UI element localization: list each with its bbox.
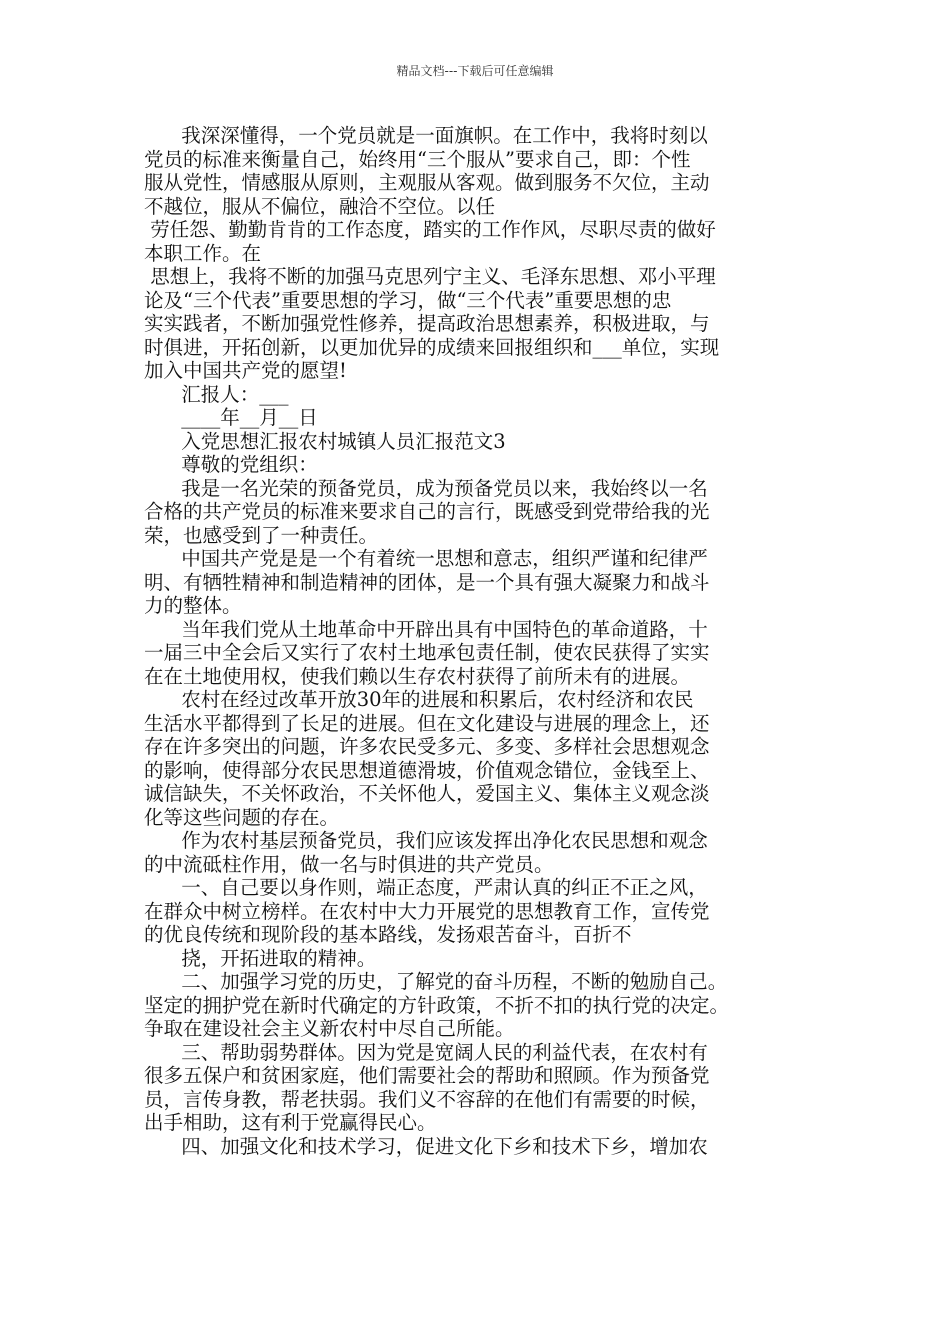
text-line: 出手相助，这有利于党赢得民心。 (144, 1111, 437, 1134)
text-line: 不越位，服从不偏位，融洽不空位。以任 (144, 194, 496, 218)
text-line: 存在许多突出的问题，许多农民受多元、多变、多样社会思想观念 (144, 735, 710, 758)
text-line: 三、帮助弱势群体。因为党是宽阔人民的利益代表，在农村有 (144, 1040, 708, 1064)
text-line: 荣，也感受到了一种责任。 (144, 523, 379, 547)
text-line: 中国共产党是是一个有着统一思想和意志，组织严谨和纪律严 (144, 547, 708, 570)
text-line: 思想上，我将不断的加强马克思列宁主义、毛泽东思想、邓小平理 (144, 265, 716, 288)
text-line: 合格的共产党员的标准来要求自己的言行，既感受到党带给我的光 (144, 500, 710, 523)
text-line: 农村在经过改革开放30年的进展和积累后，农村经济和农民 (144, 688, 694, 711)
text-line: 加入中国共产党的愿望! (144, 359, 347, 382)
text-line: 一届三中全会后又实行了农村土地承包责任制，使农民获得了实实 (144, 641, 710, 664)
text-line: 争取在建设社会主义新农村中尽自己所能。 (144, 1017, 515, 1040)
text-line: 本职工作。在 (144, 241, 262, 265)
text-line: 我深深懂得，一个党员就是一面旗帜。在工作中，我将时刻以 (144, 124, 708, 147)
text-line: 一、自己要以身作则，端正态度，严肃认真的纠正不正之风， (144, 876, 708, 899)
text-line: 四、加强文化和技术学习，促进文化下乡和技术下乡，增加农 (144, 1134, 708, 1158)
text-line: 党员的标准来衡量自己，始终用“三个服从”要求自己，即：个性 (144, 147, 691, 171)
page-header: 精品文档---下载后可任意编辑 (396, 64, 554, 78)
text-line: 明、有牺牲精神和制造精神的团体，是一个具有强大凝聚力和战斗 (144, 570, 710, 594)
text-line: 化等这些问题的存在。 (144, 805, 340, 829)
text-line: 劳任怨、勤勤肯肯的工作态度，踏实的工作作风，尽职尽责的做好 (144, 218, 716, 241)
text-line: 论及“三个代表”重要思想的学习，做“三个代表”重要思想的忠 (144, 288, 672, 312)
text-line: 挠，开拓进取的精神。 (144, 946, 377, 970)
text-line: 很多五保户和贫困家庭，他们需要社会的帮助和照顾。作为预备党 (144, 1064, 710, 1087)
text-line: 的影响，使得部分农民思想道德滑坡，价值观念错位，金钱至上、 (144, 758, 710, 782)
text-line: 服从党性，情感服从原则，主观服从客观。做到服务不欠位，主动 (144, 171, 710, 194)
text-line: 生活水平都得到了长足的进展。但在文化建设与进展的理念上，还 (144, 711, 710, 735)
text-line: 我是一名光荣的预备党员，成为预备党员以来，我始终以一名 (144, 476, 708, 500)
text-line: 坚定的拥护党在新时代确定的方针政策，不折不扣的执行党的决定。 (144, 993, 730, 1017)
text-line: 当年我们党从土地革命中开辟出具有中国特色的革命道路，十 (144, 617, 708, 641)
text-line: 诚信缺失，不关怀政治，不关怀他人，爱国主义、集体主义观念淡 (144, 782, 710, 805)
text-line: 员，言传身教，帮老扶弱。我们义不容辞的在他们有需要的时候， (144, 1087, 710, 1111)
text-line: 作为农村基层预备党员，我们应该发挥出净化农民思想和观念 (144, 829, 708, 852)
text-line: 的优良传统和现阶段的基本路线，发扬艰苦奋斗，百折不 (144, 923, 632, 946)
text-line: ____年__月__日 (144, 406, 318, 429)
text-line: 汇报人：___ (144, 382, 289, 406)
text-line: 实实践者，不断加强党性修养，提高政治思想素养，积极进取，与 (144, 312, 710, 335)
document-body (144, 124, 806, 1158)
text-line: 二、加强学习党的历史，了解党的奋斗历程，不断的勉励自己。 (144, 970, 728, 993)
text-line: 尊敬的党组织： (144, 453, 318, 476)
text-line: 力的整体。 (144, 594, 242, 617)
text-line: 时俱进，开拓创新，以更加优异的成绩来回报组织和___单位，实现 (144, 335, 720, 359)
text-line: 在在土地使用权，使我们赖以生存农村获得了前所未有的进展。 (144, 664, 691, 688)
text-line: 在群众中树立榜样。在农村中大力开展党的思想教育工作，宣传党 (144, 899, 710, 923)
text-line: 入党思想汇报农村城镇人员汇报范文3 (144, 429, 506, 453)
text-line: 的中流砥柱作用，做一名与时俱进的共产党员。 (144, 852, 554, 876)
